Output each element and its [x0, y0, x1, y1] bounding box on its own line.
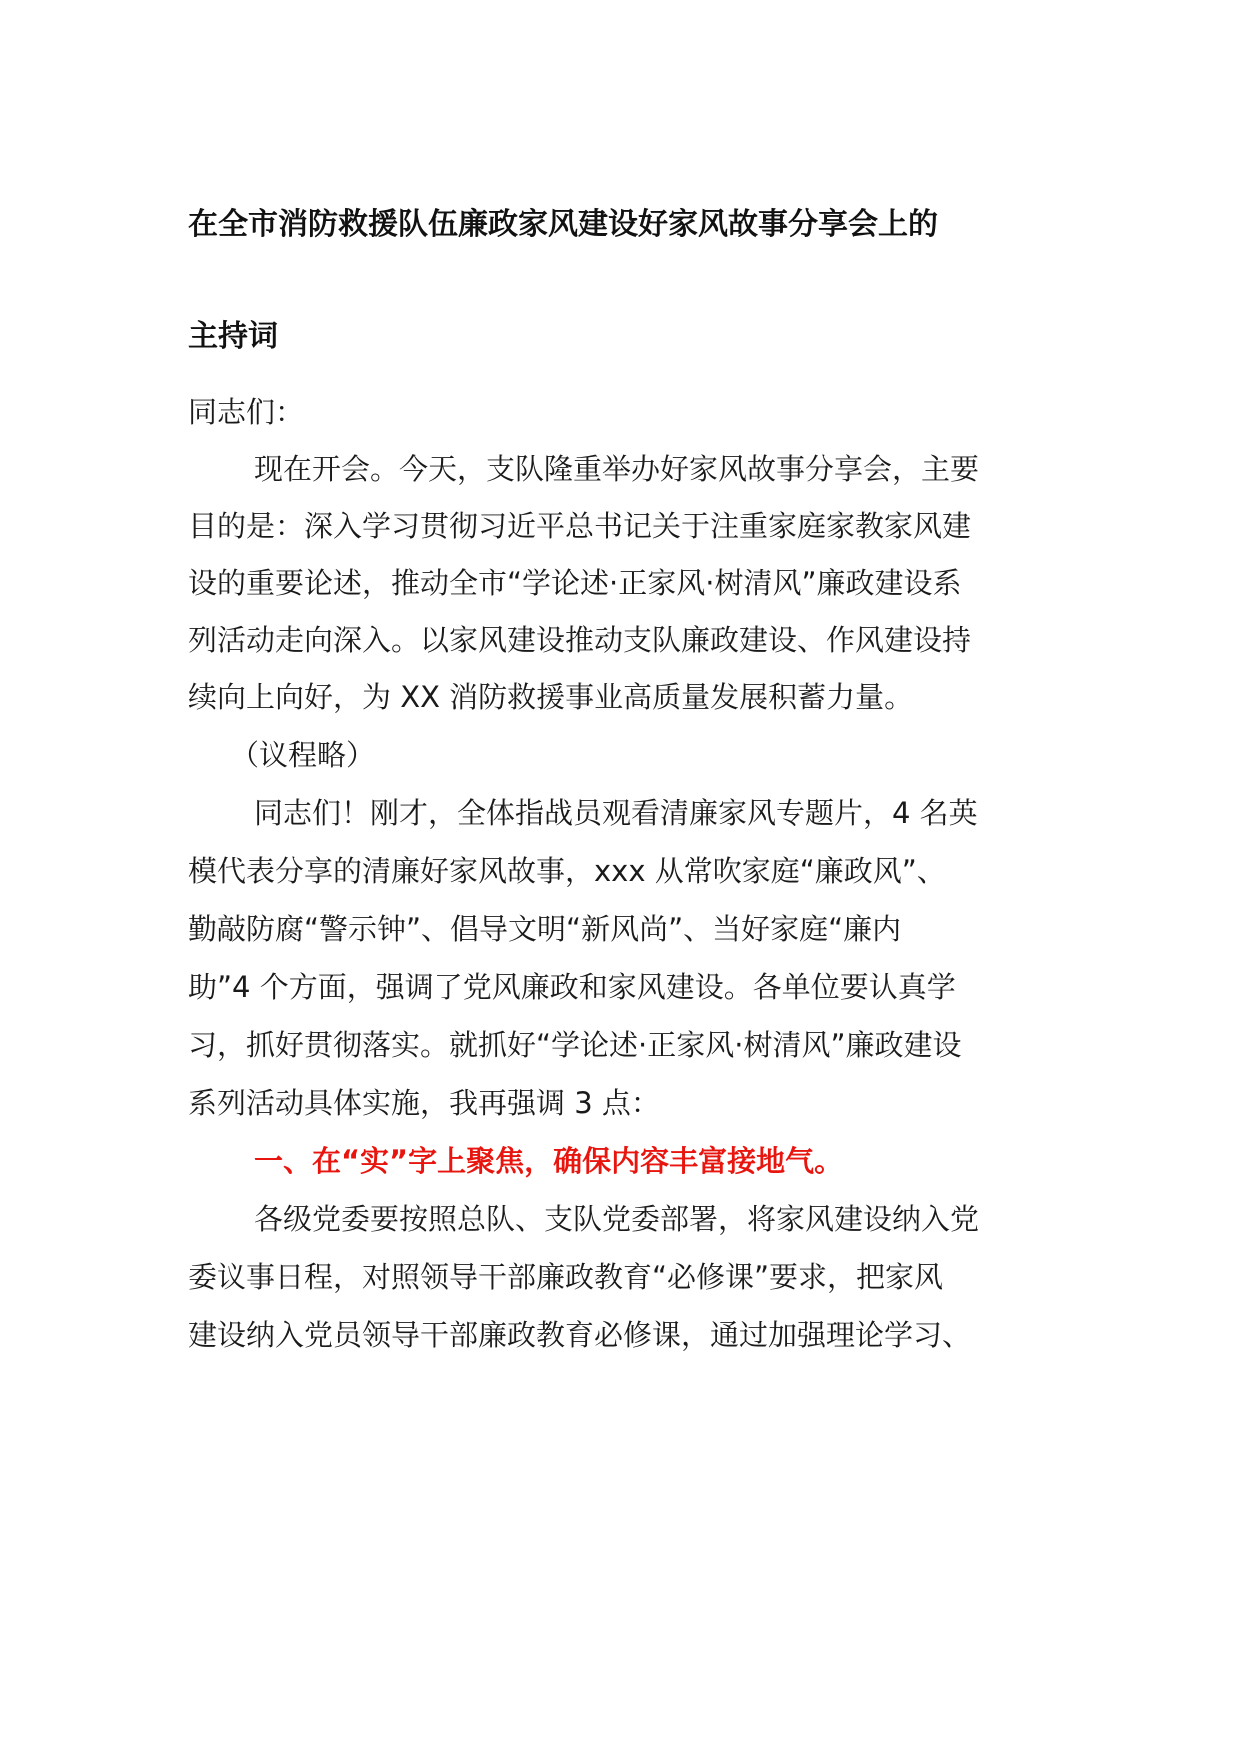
paragraph-line: 勤敲防腐“警示钟”、倡导文明“新风尚”、当好家庭“廉内 [188, 912, 902, 946]
paragraph-line: 系列活动具体实施，我再强调 3 点： [188, 1086, 660, 1120]
paragraph-line: 目的是：深入学习贯彻习近平总书记关于注重家庭家教家风建 [188, 509, 972, 543]
paragraph-line: 助”4 个方面，强调了党风廉政和家风建设。各单位要认真学 [188, 970, 956, 1004]
paragraph-line: 列活动走向深入。以家风建设推动支队廉政建设、作风建设持 [188, 623, 972, 657]
paragraph-line: 设的重要论述，推动全市“学论述·正家风·树清风”廉政建设系 [188, 566, 962, 600]
paragraph-line: 同志们！刚才，全体指战员观看清廉家风专题片，4 名英 [254, 796, 978, 830]
salutation: 同志们： [188, 395, 305, 429]
paragraph-line: 各级党委要按照总队、支队党委部署，将家风建设纳入党 [254, 1202, 980, 1236]
section-heading: 一、在“实”字上聚焦，确保内容丰富接地气。 [254, 1144, 844, 1178]
paragraph-line: 现在开会。今天，支队隆重举办好家风故事分享会，主要 [254, 452, 980, 486]
paragraph-line: 委议事日程，对照领导干部廉政教育“必修课”要求，把家风 [188, 1260, 944, 1294]
paragraph-line: 模代表分享的清廉好家风故事，xxx 从常吹家庭“廉政风”、 [188, 854, 946, 888]
document-title-line-1: 在全市消防救援队伍廉政家风建设好家风故事分享会上的 [188, 207, 938, 242]
document-title-line-2: 主持词 [188, 319, 278, 354]
agenda-note: （议程略） [230, 738, 376, 772]
paragraph-line: 建设纳入党员领导干部廉政教育必修课，通过加强理论学习、 [188, 1318, 972, 1352]
paragraph-line: 习，抓好贯彻落实。就抓好“学论述·正家风·树清风”廉政建设 [188, 1028, 962, 1062]
paragraph-line: 续向上向好，为 XX 消防救援事业高质量发展积蓄力量。 [188, 680, 914, 714]
